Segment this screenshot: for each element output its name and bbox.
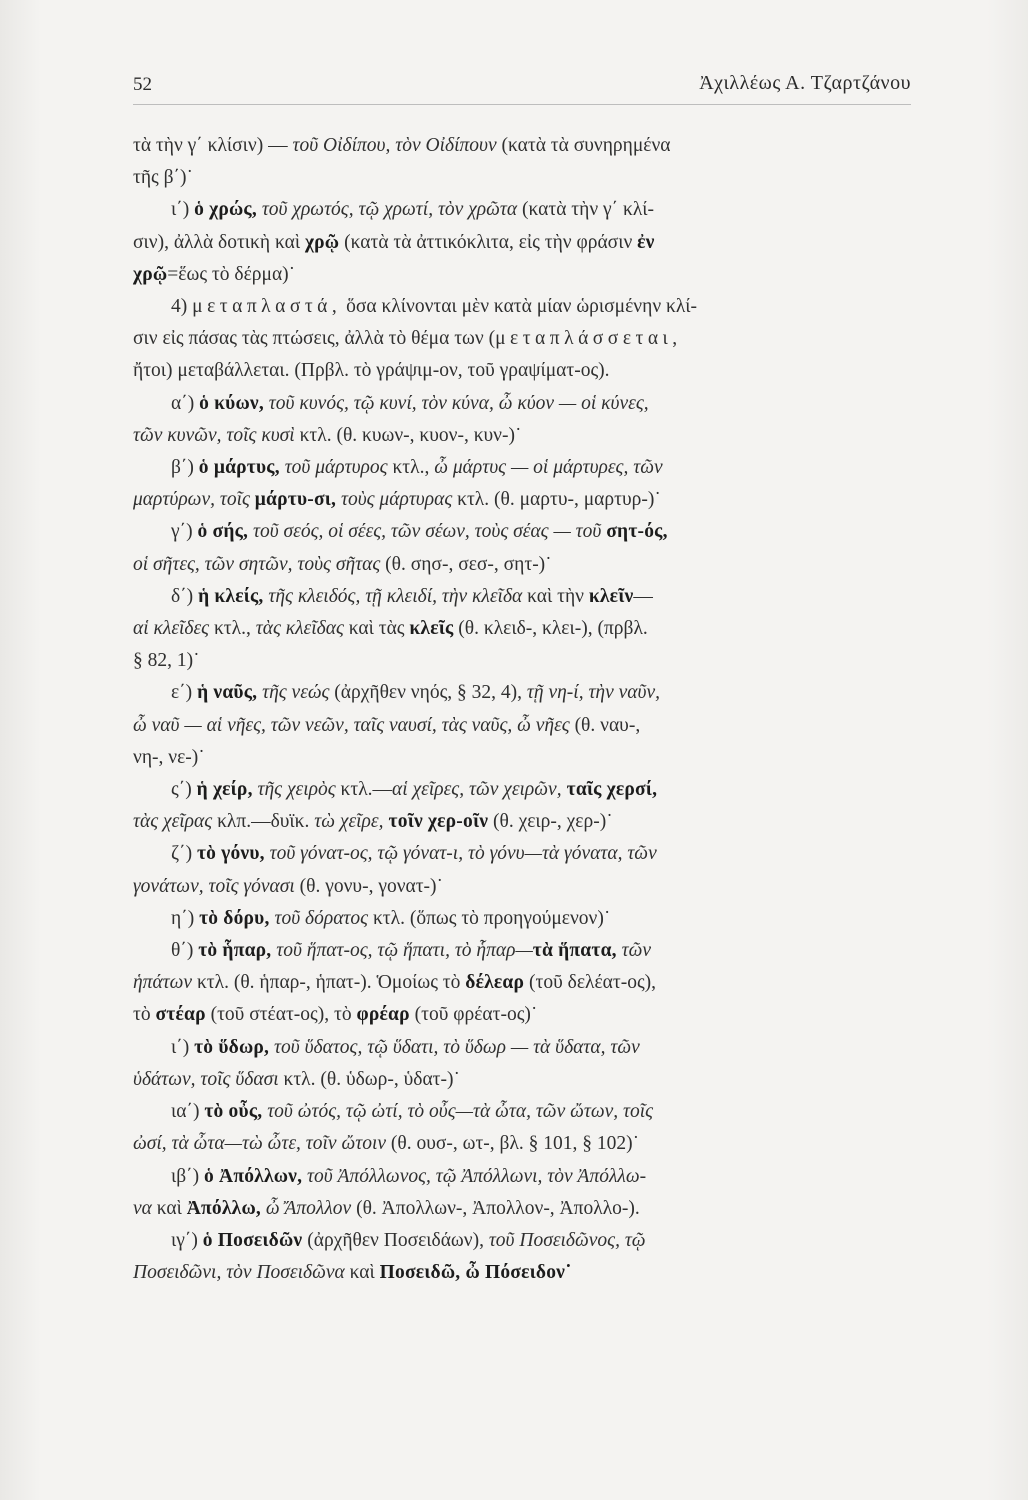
item-iota-2: ι΄) τὸ ὕδωρ, τοῦ ὕδατος, τῷ ὕδατι, τὸ ὕδωρ — τὰ ὕδατα, τῶν ὑδάτων, τοῖς ὕδασι κτλ. (θ. ὑδωρ-, ὑδατ-)˙: [133, 1036, 640, 1090]
item-alpha: α΄) ὁ κύων, τοῦ κυνός, τῷ κυνί, τὸν κύνα, ὦ κύον — οἱ κύνες, τῶν κυνῶν, τοῖς κυσὶ κτλ. (θ. κυων-, κυον-, κυν-)˙: [133, 392, 649, 446]
item-epsilon: ε΄) ἡ ναῦς, τῆς νεώς (ἀρχῆθεν νηός, § 32, 4), τῇ νη-ί, τὴν ναῦν, ὦ ναῦ — αἱ νῆες, τῶν νεῶν, ταῖς ναυσί, τὰς ναῦς, ὦ νῆες (θ. ναυ-, νη-, νε-)˙: [133, 682, 660, 768]
item-iota-gamma: ιγ΄) ὁ Ποσειδῶν (ἀρχῆθεν Ποσειδάων), τοῦ Ποσειδῶνος, τῷ Ποσειδῶνι, τὸν Ποσειδῶνα καὶ Ποσειδῶ, ὦ Πόσειδον˙: [133, 1229, 646, 1284]
page-number: 52: [133, 74, 152, 95]
item-iota-beta: ιβ΄) ὁ Ἀπόλλων, τοῦ Ἀπόλλωνος, τῷ Ἀπόλλωνι, τὸν Ἀπόλλω- να καὶ Ἀπόλλω, ὦ Ἄπολλον (θ. Ἀπολλων-, Ἀπολλον-, Ἀπολλο-).: [133, 1165, 647, 1219]
item-theta: θ΄) τὸ ἧπαρ, τοῦ ἥπατ-ος, τῷ ἥπατι, τὸ ἧπαρ—τὰ ἥπατα, τῶν ἡπάτων κτλ. (θ. ἡπαρ-, ἡπατ-). Ὁμοίως τὸ δέλεαρ (τοῦ δελέατ-ος), τὸ στέαρ (τοῦ στέατ-ος), τὸ φρέαρ (τοῦ φρέατ-ος)˙: [133, 940, 657, 1026]
running-head: Ἀχιλλέως Α. Τζαρτζάνου: [699, 72, 911, 94]
page-header: [133, 68, 911, 105]
section-4-metaplasta: 4) μεταπλαστά, ὅσα κλίνονται μὲν κατὰ μίαν ὡρισμένην κλί- σιν εἰς πάσας τὰς πτώσεις, ἀλλὰ τὸ θέμα των (μεταπλάσσεται, ἤτοι) μεταβάλλεται. (Πρβλ. τὸ γράψιμ-ον, τοῦ γραψίματ-ος).: [133, 296, 698, 382]
item-zeta: ζ΄) τὸ γόνυ, τοῦ γόνατ-ος, τῷ γόνατ-ι, τὸ γόνυ—τὰ γόνατα, τῶν γονάτων, τοῖς γόνασι (θ. γονυ-, γονατ-)˙: [133, 843, 657, 897]
item-delta: δ΄) ἡ κλείς, τῆς κλειδός, τῇ κλειδί, τὴν κλεῖδα καὶ τὴν κλεῖν— αἱ κλεῖδες κτλ., τὰς κλεῖδας καὶ τὰς κλεῖς (θ. κλειδ-, κλει-), (πρβλ. § 82, 1)˙: [133, 585, 653, 672]
item-stigma: ς΄) ἡ χείρ, τῆς χειρὸς κτλ.—αἱ χεῖρες, τῶν χειρῶν, ταῖς χερσί, τὰς χεῖρας κλπ.—δυϊκ. τὼ χεῖρε, τοῖν χερ-οῖν (θ. χειρ-, χερ-)˙: [133, 779, 658, 833]
item-beta: β΄) ὁ μάρτυς, τοῦ μάρτυρος κτλ., ὦ μάρτυς — οἱ μάρτυρες, τῶν μαρτύρων, τοῖς μάρτυ-σι, τοὺς μάρτυρας κτλ. (θ. μαρτυ-, μαρτυρ-)˙: [133, 457, 663, 511]
item-gamma: γ΄) ὁ σής, τοῦ σεός, οἱ σέες, τῶν σέων, τοὺς σέας — τοῦ σητ-ός, οἱ σῆτες, τῶν σητῶν, τοὺς σῆτας (θ. σησ-, σεσ-, σητ-)˙: [133, 521, 668, 575]
item-eta: η΄) τὸ δόρυ, τοῦ δόρατος κτλ. (ὅπως τὸ προηγούμενον)˙: [171, 907, 611, 929]
item-iota: ι΄) ὁ χρώς, τοῦ χρωτός, τῷ χρωτί, τὸν χρῶτα (κατὰ τὴν γ΄ κλί- σιν), ἀλλὰ δοτικὴ καὶ χρῷ (κατὰ τὰ ἀττικόκλιτα, εἰς τὴν φράσιν ἐν χρῷ=ἕως τὸ δέρμα)˙: [133, 199, 655, 285]
item-iota-alpha: ια΄) τὸ οὖς, τοῦ ὠτός, τῷ ὠτί, τὸ οὖς—τὰ ὦτα, τῶν ὤτων, τοῖς ὠσί, τὰ ὦτα—τὼ ὦτε, τοῖν ὤτοιν (θ. ουσ-, ωτ-, βλ. § 101, § 102)˙: [133, 1101, 654, 1155]
body-text: [133, 130, 911, 1289]
continuation-paragraph: τὰ τὴν γ΄ κλίσιν) — τοῦ Οἰδίπου, τὸν Οἰδίπουν (κατὰ τὰ συνηρημένα τῆς β΄)˙: [133, 135, 671, 189]
